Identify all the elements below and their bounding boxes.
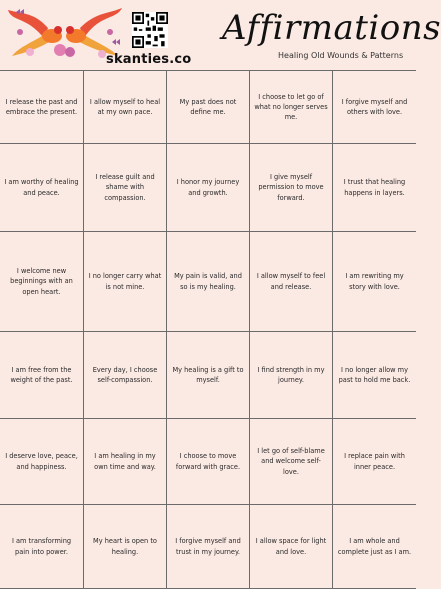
qr-code-icon[interactable] [132,12,168,48]
affirmation-cell: I release the past and embrace the present. [0,71,84,144]
affirmation-cell: I am free from the weight of the past. [0,332,84,419]
affirmation-cell: I let go of self-blame and welcome self-love. [250,419,333,505]
affirmation-cell: I am rewriting my story with love. [333,232,416,332]
affirmation-cell: I release guilt and shame with compassion. [84,144,167,232]
header [0,0,441,70]
affirmation-cell: I no longer allow my past to hold me back. [333,332,416,419]
affirmation-cell: I trust that healing happens in layers. [333,144,416,232]
affirmation-cell: My past does not define me. [167,71,250,144]
affirmation-cell: My healing is a gift to myself. [167,332,250,419]
affirmation-cell: I forgive myself and trust in my journey. [167,505,250,589]
affirmation-cell: I am healing in my own time and way. [84,419,167,505]
affirmation-cell: I find strength in my journey. [250,332,333,419]
affirmation-cell: My pain is valid, and so is my healing. [167,232,250,332]
affirmation-cell: I choose to let go of what no longer serves me. [250,71,333,144]
affirmation-cell: I am transforming pain into power. [0,505,84,589]
affirmation-cell: I am worthy of healing and peace. [0,144,84,232]
affirmation-cell: I am whole and complete just as I am. [333,505,416,589]
affirmation-cell: I deserve love, peace, and happiness. [0,419,84,505]
affirmation-cell: I allow space for light and love. [250,505,333,589]
affirmation-cell: I replace pain with inner peace. [333,419,416,505]
affirmation-cell: I forgive myself and others with love. [333,71,416,144]
page-title: Affirmations [222,8,441,48]
affirmation-cell: I choose to move forward with grace. [167,419,250,505]
affirmation-cell: I allow myself to heal at my own pace. [84,71,167,144]
affirmation-cell: I welcome new beginnings with an open heart. [0,232,84,332]
affirmation-cell: My heart is open to healing. [84,505,167,589]
brand-name[interactable]: skanties.co [106,52,192,67]
affirmation-cell: I allow myself to feel and release. [250,232,333,332]
affirmation-cell: I give myself permission to move forward. [250,144,333,232]
page-subtitle: Healing Old Wounds & Patterns [278,51,404,60]
affirmation-cell: I honor my journey and growth. [167,144,250,232]
affirmation-cell: I no longer carry what is not mine. [84,232,167,332]
affirmation-grid [0,70,416,588]
affirmation-cell: Every day, I choose self-compassion. [84,332,167,419]
